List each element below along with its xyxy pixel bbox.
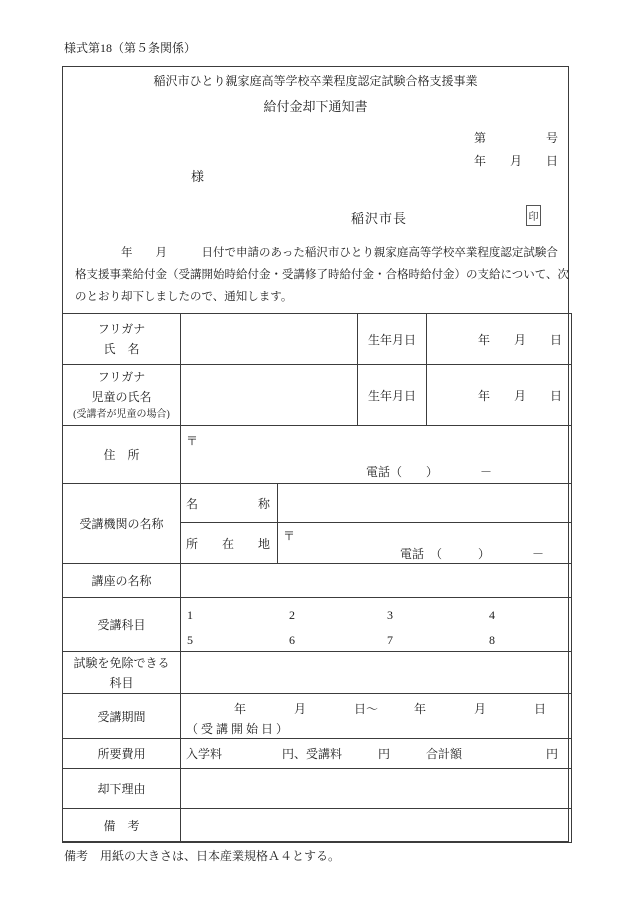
row-subjects [63,598,572,652]
institution-location-sublabel-cell [181,523,278,564]
subject-number-4: 4 [489,607,495,622]
row-course-name [63,564,572,598]
address-phone-field: 電話（ ） － [366,465,493,479]
subject-number-2: 2 [289,607,295,622]
exempt-value-cell [181,652,572,694]
remarks-value-cell [181,809,572,843]
paper-size-note: 備考 用紙の大きさは、日本産業規格Ａ４とする。 [64,849,341,863]
form-table [62,313,572,843]
cost-fields-line: 入学料 円、受講料 円 合計額 円 [186,747,559,761]
cost-value-cell [181,739,572,769]
institution-name-sublabel-cell [181,484,278,523]
seal-character: 印 [528,212,539,223]
doc-date-field: 年 月 日 [473,154,558,168]
institution-postal-mark: 〒 [283,529,296,543]
issuer-mayor-name: 稲沢市長 [351,211,408,226]
child-name-note: (受講者が児童の場合) [73,409,170,420]
course-label-cell: 講座の名称 [63,564,181,598]
institution-name-value-cell [278,484,572,523]
seal-mark [526,205,541,226]
institution-location-value-cell [278,523,572,564]
exempt-label-line2: 科目 [109,675,134,690]
subjects-value-cell [181,598,572,652]
period-start-note: （ 受 講 開 始 日 ） [186,721,289,736]
rejection-label-cell: 却下理由 [63,769,181,809]
subjects-line-2 [181,633,571,648]
applicant-dob-label-cell: 生年月日 [358,314,427,365]
body-line-3: のとおり却下しましたので、通知します。 [75,291,293,303]
subject-number-8: 8 [489,632,495,647]
subjects-line-1 [181,608,571,623]
notification-body [75,242,570,308]
form-outer-box [62,66,569,842]
remarks-label-cell: 備 考 [63,809,181,843]
applicant-dob-value-cell: 年 月 日 [427,314,572,365]
row-rejection-reason [63,769,572,809]
subjects-label-cell: 受講科目 [63,598,181,652]
child-name-label-cell [63,365,181,426]
institution-phone-field: 電話 （ ） － [400,547,545,561]
document-title-line2: 給付金却下通知書 [263,99,368,114]
applicant-kana-label: フリガナ [97,322,146,336]
address-postal-mark: 〒 [186,434,199,448]
subject-number-5: 5 [187,632,193,647]
rejection-value-cell [181,769,572,809]
row-required-cost [63,739,572,769]
form-style-number: 様式第18（第５条関係） [64,41,197,55]
subject-number-3: 3 [387,607,393,622]
child-dob-label-cell: 生年月日 [358,365,427,426]
address-value-cell [181,426,572,484]
applicant-name-label-cell [63,314,181,365]
child-dob-value-cell: 年 月 日 [427,365,572,426]
subject-number-6: 6 [289,632,295,647]
row-course-period [63,694,572,739]
child-name-label: 児童の氏名 [91,390,152,404]
exempt-label-line1: 試験を免除できる [73,655,170,670]
subject-number-7: 7 [387,632,393,647]
applicant-name-label: 氏 名 [103,342,140,356]
row-child-name [63,365,572,426]
course-value-cell [181,564,572,598]
doc-number-field: 第 号 [473,131,558,145]
child-kana-label: フリガナ [97,370,146,384]
exempt-label-cell [63,652,181,694]
row-institution-name [63,484,572,523]
applicant-name-value-cell [181,314,358,365]
period-value-cell [181,694,572,739]
document-title-line1: 稲沢市ひとり親家庭高等学校卒業程度認定試験合格支援事業 [153,74,478,88]
address-label-cell: 住 所 [63,426,181,484]
addressee-honorific: 様 [191,169,205,184]
period-label-cell: 受講期間 [63,694,181,739]
subject-number-1: 1 [187,607,193,622]
institution-label-cell: 受講機関の名称 [63,484,181,564]
row-applicant-name [63,314,572,365]
institution-location-sublabel: 所 在 地 [186,536,271,551]
row-address [63,426,572,484]
child-name-value-cell [181,365,358,426]
body-line-2: 格支援事業給付金（受講開始時給付金・受講修了時給付金・合格時給付金）の支給について、次 [75,269,570,281]
row-remarks [63,809,572,843]
row-exempt-subjects [63,652,572,694]
cost-label-cell: 所要費用 [63,739,181,769]
period-dates-line: 年 月 日～ 年 月 日 [186,701,547,716]
institution-name-sublabel: 名 称 [186,496,271,511]
body-line-1: 年 月 日付で申請のあった稲沢市ひとり親家庭高等学校卒業程度認定試験合 [75,247,558,259]
